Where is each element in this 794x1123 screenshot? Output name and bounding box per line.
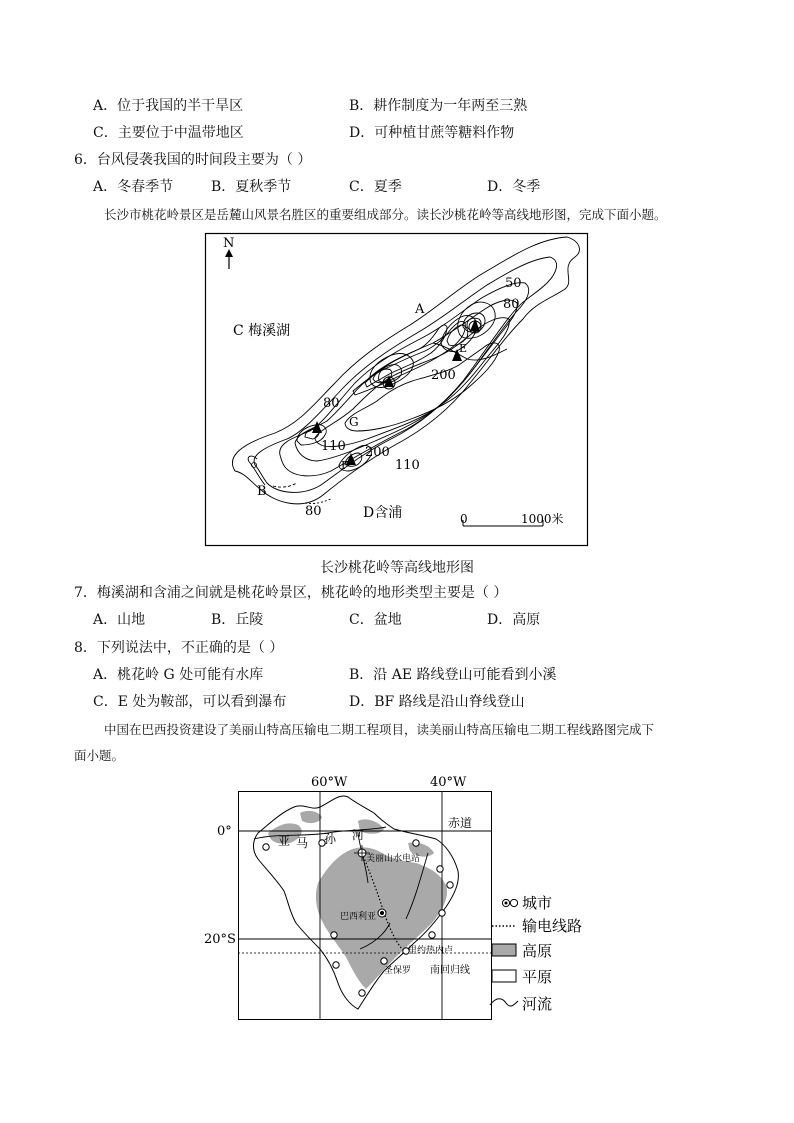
- q8-option-c: C．E 处为鞍部，可以看到瀑布: [93, 694, 287, 710]
- q6-stem: 6．台风侵袭我国的时间段主要为（ ）: [74, 152, 312, 168]
- q7-option-a: A．山地: [93, 612, 146, 628]
- legend-city-label: 城市: [522, 894, 553, 912]
- contour-200-right-label: 200: [431, 368, 456, 383]
- contour-80-left-label: 80: [323, 396, 340, 411]
- point-f-label: F: [341, 459, 349, 472]
- tropic-label: 南回归线: [430, 965, 470, 976]
- point-b-label: B: [257, 484, 267, 499]
- contour-80-bottom-label: 80: [305, 504, 322, 519]
- amazon-char-2: 马: [296, 836, 309, 850]
- station-label: 美丽山水电站: [366, 854, 421, 864]
- legend-line-label: 输电线路: [522, 917, 583, 935]
- legend-river-label: 河流: [522, 995, 553, 1013]
- q8-option-b: B．沿 AE 路线登山可能看到小溪: [349, 667, 557, 683]
- scale-zero: 0: [460, 512, 468, 526]
- contour-50-label: 50: [505, 276, 522, 291]
- contour-80-top-label: 80: [503, 297, 520, 312]
- lat-20s-label: 20°S: [204, 932, 236, 947]
- q7-option-d: D．高原: [487, 612, 541, 628]
- brasilia-label: 巴西利亚: [340, 912, 377, 922]
- q6-option-c: C．夏季: [349, 179, 402, 195]
- brazil-map: [204, 773, 598, 1023]
- saopaulo-label: 圣保罗: [384, 966, 412, 976]
- map1-caption: 长沙桃花岭等高线地形图: [320, 560, 474, 576]
- q7-stem: 7．梅溪湖和含浦之间就是桃花岭景区，桃花岭的地形类型主要是（ ）: [74, 585, 508, 601]
- q5-option-c: C．主要位于中温带地区: [93, 125, 244, 141]
- contour-map: [205, 233, 588, 546]
- amazon-char-1: 亚: [278, 834, 291, 848]
- legend-plain-icon: [492, 970, 516, 982]
- q6-option-b: B．夏秋季节: [211, 179, 292, 195]
- lon-60w-label: 60°W: [311, 775, 348, 790]
- legend-plain-label: 平原: [522, 968, 553, 986]
- north-label: N: [223, 236, 235, 251]
- legend-plateau-label: 高原: [522, 942, 553, 960]
- contour-110-right-label: 110: [395, 458, 420, 473]
- point-g-label: G: [349, 415, 359, 429]
- q8-stem: 8．下列说法中，不正确的是（ ）: [74, 640, 284, 656]
- scale-1000m: 1000米: [521, 512, 564, 526]
- lon-40w-label: 40°W: [430, 775, 467, 790]
- amazon-char-4: 河: [352, 828, 365, 842]
- passage-taohualing: 长沙市桃花岭景区是岳麓山风景名胜区的重要组成部分。读长沙桃花岭等高线地形图，完成下面小题。: [104, 207, 667, 222]
- equator-label: 赤道: [448, 816, 473, 830]
- legend-river-icon: [490, 999, 518, 1006]
- q7-option-b: B．丘陵: [211, 612, 264, 628]
- point-e-label: E: [459, 342, 468, 355]
- map-legend: [490, 899, 518, 1006]
- q5-option-d: D．可种植甘蔗等糖料作物: [349, 125, 515, 141]
- rio-label: 里约热内卢: [408, 946, 454, 956]
- legend-plateau-icon: [492, 944, 516, 956]
- q5-option-b: B．耕作制度为一年两至三熟: [349, 98, 528, 114]
- q8-option-a: A．桃花岭 G 处可能有水库: [93, 667, 264, 683]
- q5-option-a: A．位于我国的半干旱区: [93, 98, 244, 114]
- contour-200-mid-label: 200: [365, 445, 390, 460]
- passage-belo-monte-2: 面小题。: [74, 748, 125, 763]
- point-a-label: A: [415, 302, 425, 317]
- lake-label: C 梅溪湖: [233, 323, 291, 339]
- q7-option-c: C．盆地: [349, 612, 402, 628]
- hanpu-label: D含浦: [363, 505, 403, 521]
- q8-option-d: D．BF 路线是沿山脊线登山: [349, 694, 525, 710]
- amazon-char-3: 孙: [324, 832, 337, 846]
- passage-belo-monte-1: 中国在巴西投资建设了美丽山特高压输电二期工程项目，读美丽山特高压输电二期工程线路图完成下: [104, 722, 655, 737]
- q6-option-a: A．冬春季节: [93, 179, 174, 195]
- q6-option-d: D．冬季: [487, 179, 541, 195]
- contour-110-left-label: 110: [321, 439, 346, 454]
- lat-0-label: 0°: [217, 824, 232, 839]
